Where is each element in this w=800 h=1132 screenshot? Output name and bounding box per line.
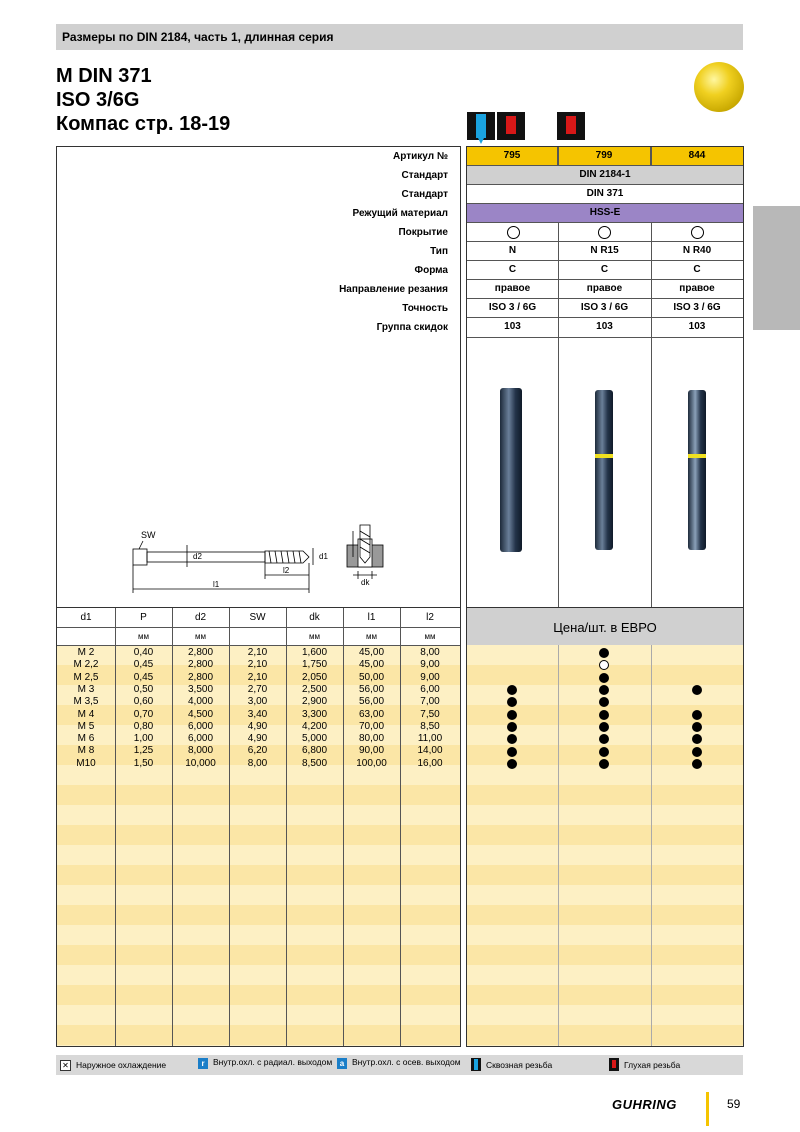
table-cell: 8,000 xyxy=(187,745,214,757)
label-standard-1: Стандарт xyxy=(401,170,448,181)
price-header xyxy=(467,608,743,645)
unit-l2: мм xyxy=(424,632,436,641)
table-cell: 1,600 xyxy=(301,647,328,658)
available-dot-icon xyxy=(507,710,517,720)
discount-844: 103 xyxy=(688,321,706,332)
table-cell: 3,300 xyxy=(301,708,328,720)
direction-795: правое xyxy=(494,283,531,294)
table-cell: 50,00 xyxy=(358,671,385,683)
price-header-text: Цена/шт. в ЕВРО xyxy=(553,620,657,635)
table-cell: 0,45 xyxy=(133,671,154,683)
table-cell: 70,00 xyxy=(358,720,385,732)
table-cell: 1,50 xyxy=(133,757,154,769)
table-cell: 7,00 xyxy=(420,696,440,708)
available-dot-icon xyxy=(599,685,609,695)
table-cell: 2,70 xyxy=(247,683,268,695)
available-dot-icon xyxy=(692,710,702,720)
table-cell: 100,00 xyxy=(356,757,387,769)
table-cell: 14,00 xyxy=(417,745,443,757)
col-header-sw: SW xyxy=(249,612,266,623)
table-cell: 56,00 xyxy=(358,683,385,695)
col-header-p: P xyxy=(140,612,147,623)
col-header-dk: dk xyxy=(309,612,320,623)
table-cell: 3,500 xyxy=(187,683,214,695)
label-material: Режущий материал xyxy=(352,208,448,219)
available-dot-icon xyxy=(599,722,609,732)
label-article: Артикул № xyxy=(393,151,448,162)
table-cell: 16,00 xyxy=(417,757,443,769)
through-thread-legend-icon xyxy=(471,1058,481,1071)
tap-image-795 xyxy=(500,388,522,552)
table-cell: 6,000 xyxy=(187,733,214,745)
col-header-d1: d1 xyxy=(80,612,92,623)
table-cell: 4,500 xyxy=(187,708,214,720)
table-cell: 0,45 xyxy=(133,659,154,671)
title-compass: Компас стр. 18-19 xyxy=(56,113,231,135)
drawing-label-sw: SW xyxy=(141,530,156,540)
table-cell: 6,20 xyxy=(247,745,268,757)
available-dot-icon xyxy=(692,722,702,732)
table-cell: 0,80 xyxy=(133,720,154,732)
standard-2-value: DIN 371 xyxy=(586,188,624,199)
table-cell: M10 xyxy=(76,757,96,769)
title-standard: M DIN 371 xyxy=(56,65,152,87)
legend-blind: Глухая резьба xyxy=(624,1060,681,1070)
article-795[interactable]: 795 xyxy=(467,147,558,165)
table-cell: 0,40 xyxy=(133,647,154,658)
blind-thread-icon-2 xyxy=(557,112,585,140)
available-dot-icon xyxy=(692,685,702,695)
legend-external: Наружное охлаждение xyxy=(76,1060,167,1070)
section-header-bar xyxy=(56,24,743,50)
available-dot-icon xyxy=(599,759,609,769)
coating-ball-icon xyxy=(694,62,744,112)
table-cell: 45,00 xyxy=(358,659,385,671)
table-cell: 3,40 xyxy=(247,708,268,720)
table-cell: M 2 xyxy=(77,647,95,658)
table-cell: 8,500 xyxy=(301,757,328,769)
table-cell: 11,00 xyxy=(417,733,443,745)
label-type: Тип xyxy=(430,246,448,257)
coating-none-icon xyxy=(691,226,704,239)
standard-1-value: DIN 2184-1 xyxy=(467,166,743,184)
table-cell: 0,70 xyxy=(133,708,154,720)
table-cell: 4,200 xyxy=(301,720,328,732)
label-form: Форма xyxy=(414,265,448,276)
table-cell: 2,10 xyxy=(247,647,268,658)
accuracy-799: ISO 3 / 6G xyxy=(580,302,629,313)
available-dot-icon xyxy=(692,759,702,769)
side-tab[interactable] xyxy=(753,206,800,330)
label-accuracy: Точность xyxy=(402,303,448,314)
table-cell: M 4 xyxy=(77,708,95,720)
table-cell: 8,00 xyxy=(247,757,268,769)
legend-bar xyxy=(56,1055,743,1075)
table-cell: 2,500 xyxy=(301,683,328,695)
table-cell: M 2,2 xyxy=(73,659,99,671)
table-cell: 0,50 xyxy=(133,683,154,695)
type-795: N xyxy=(508,245,517,256)
table-cell: 4,90 xyxy=(247,733,268,745)
table-cell: M 5 xyxy=(77,720,95,732)
available-dot-icon xyxy=(599,747,609,757)
title-tolerance: ISO 3/6G xyxy=(56,89,140,111)
tap-image-799 xyxy=(595,390,613,550)
properties-panel xyxy=(56,146,461,608)
discount-795: 103 xyxy=(504,321,521,332)
form-799: C xyxy=(600,264,609,275)
drawing-label-d2: d2 xyxy=(193,552,202,561)
table-cell: 90,00 xyxy=(358,745,385,757)
tap-image-844 xyxy=(688,390,706,550)
label-discount: Группа скидок xyxy=(376,322,448,333)
table-cell: M 3 xyxy=(77,683,95,695)
unit-d1 xyxy=(57,628,115,645)
accuracy-795: ISO 3 / 6G xyxy=(488,302,537,313)
available-dot-icon xyxy=(692,747,702,757)
footer-divider xyxy=(706,1092,709,1126)
tap-dimension-drawing xyxy=(57,147,462,609)
table-cell: 5,000 xyxy=(301,733,328,745)
col-header-l2: l2 xyxy=(426,612,434,623)
table-cell: 7,50 xyxy=(420,708,440,720)
table-cell: 3,00 xyxy=(247,696,268,708)
col-header-d2: d2 xyxy=(194,612,207,623)
table-cell: 1,750 xyxy=(301,659,328,671)
table-cell: 9,00 xyxy=(420,671,440,683)
label-coating: Покрытие xyxy=(398,227,448,238)
table-cell: M 8 xyxy=(77,745,95,757)
table-cell: M 6 xyxy=(77,733,95,745)
table-cell: 6,00 xyxy=(420,683,440,695)
table-cell: 0,60 xyxy=(133,696,154,708)
table-cell: 6,800 xyxy=(301,745,328,757)
drawing-label-l2: l2 xyxy=(283,566,290,575)
table-cell: 56,00 xyxy=(358,696,385,708)
table-cell: M 3,5 xyxy=(73,696,99,708)
through-thread-icon xyxy=(467,112,495,140)
drawing-label-dk: dk xyxy=(361,578,370,587)
drawing-label-d1: d1 xyxy=(319,552,328,561)
label-standard-2: Стандарт xyxy=(401,189,448,200)
radial-cooling-icon: r xyxy=(198,1058,208,1069)
table-cell: 1,00 xyxy=(133,733,154,745)
table-cell: 45,00 xyxy=(358,647,385,658)
label-direction: Направление резания xyxy=(339,284,448,295)
available-dot-icon xyxy=(507,759,517,769)
table-cell: 8,00 xyxy=(420,647,440,658)
blind-thread-legend-icon xyxy=(609,1058,619,1071)
unit-p: мм xyxy=(138,632,149,641)
table-cell: 8,50 xyxy=(420,720,440,732)
coating-none-icon xyxy=(507,226,520,239)
table-cell: 2,800 xyxy=(187,659,214,671)
table-cell: 2,050 xyxy=(301,671,328,683)
blind-thread-icon xyxy=(497,112,525,140)
unit-d2: мм xyxy=(195,632,206,641)
table-cell: 2,900 xyxy=(301,696,328,708)
axial-cooling-icon: a xyxy=(337,1058,347,1069)
direction-844: правое xyxy=(679,283,715,294)
article-844[interactable]: 844 xyxy=(651,147,743,165)
external-cooling-icon: ✕ xyxy=(60,1060,71,1071)
table-cell: M 2,5 xyxy=(73,671,99,683)
table-cell: 4,90 xyxy=(247,720,268,732)
direction-799: правое xyxy=(586,283,623,294)
legend-axial: Внутр.охл. с осев. выходом xyxy=(352,1057,461,1067)
unit-sw xyxy=(229,628,286,645)
table-cell: 2,10 xyxy=(247,659,268,671)
accuracy-844: ISO 3 / 6G xyxy=(673,302,721,313)
material-value: HSS-E xyxy=(467,204,743,222)
available-dot-icon xyxy=(599,710,609,720)
table-cell: 6,000 xyxy=(187,720,214,732)
available-dot-icon xyxy=(507,685,517,695)
unit-l1: мм xyxy=(366,632,377,641)
table-cell: 10,000 xyxy=(185,757,216,769)
drawing-label-l1: l1 xyxy=(213,580,220,589)
table-cell: 9,00 xyxy=(420,659,440,671)
table-cell: 2,10 xyxy=(247,671,268,683)
type-799: N R15 xyxy=(590,245,619,256)
available-dot-icon xyxy=(507,747,517,757)
coating-none-icon xyxy=(598,226,611,239)
table-cell: 80,00 xyxy=(358,733,385,745)
table-cell: 63,00 xyxy=(358,708,385,720)
section-header-text: Размеры по DIN 2184, часть 1, длинная серия xyxy=(62,30,334,44)
table-cell: 2,800 xyxy=(187,671,214,683)
legend-radial: Внутр.охл. с радиал. выходом xyxy=(213,1057,333,1067)
legend-through: Сквозная резьба xyxy=(486,1060,553,1070)
unit-dk: мм xyxy=(309,632,320,641)
discount-799: 103 xyxy=(596,321,613,332)
article-799[interactable]: 799 xyxy=(558,147,651,165)
table-cell: 4,000 xyxy=(187,696,214,708)
form-844: C xyxy=(693,264,701,275)
available-dot-icon xyxy=(507,722,517,732)
form-795: C xyxy=(508,264,517,275)
page-number: 59 xyxy=(727,1097,741,1111)
col-header-l1: l1 xyxy=(367,612,376,623)
table-cell: 2,800 xyxy=(187,647,214,658)
brand-logo: GUHRING xyxy=(612,1097,677,1112)
table-cell: 1,25 xyxy=(133,745,154,757)
type-844: N R40 xyxy=(682,245,712,256)
available-dot-icon xyxy=(599,673,609,683)
